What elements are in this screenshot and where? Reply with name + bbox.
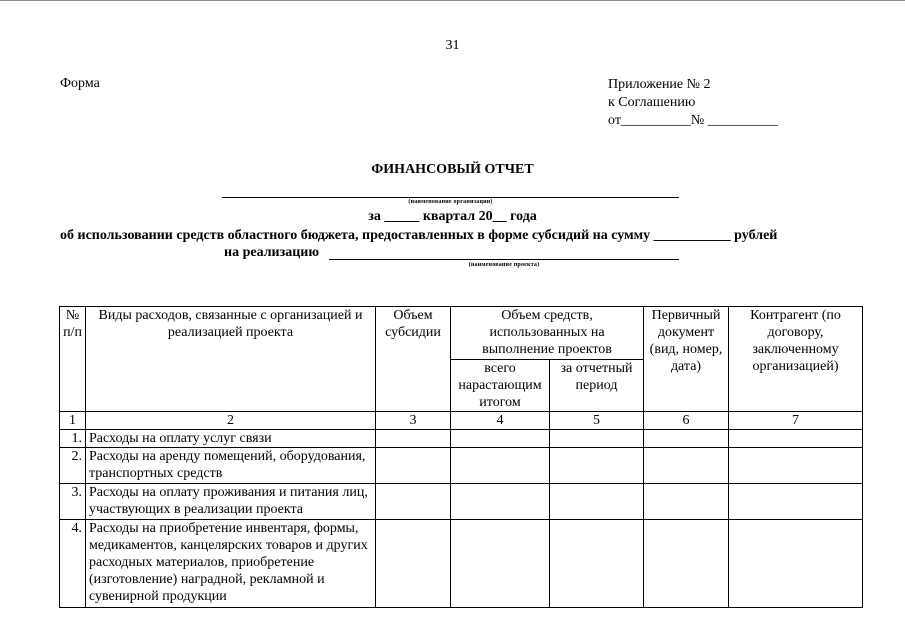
row-expense-type: Расходы на оплату проживания и питания лиц, участвующих в реализации проекта	[86, 484, 376, 520]
top-edge-line	[0, 0, 905, 1]
appendix-line-3: от__________№ __________	[608, 113, 778, 128]
cell-used-period[interactable]	[550, 430, 644, 448]
row-expense-type: Расходы на оплату услуг связи	[86, 430, 376, 448]
row-number: 3.	[60, 484, 86, 520]
col-number-5: 5	[550, 412, 644, 430]
cell-used-total[interactable]	[451, 448, 550, 484]
col-number-2: 2	[86, 412, 376, 430]
cell-document[interactable]	[644, 448, 729, 484]
period-line: за _____ квартал 20__ года	[368, 209, 537, 224]
row-expense-type: Расходы на приобретение инвентаря, формы, медикаментов, канцелярских товаров и других расходных материалов, приобретение (изготовление) наградной, рекламной и сувенирной продукции	[86, 520, 376, 608]
cell-used-period[interactable]	[550, 484, 644, 520]
cell-counterparty[interactable]	[729, 448, 863, 484]
header-used-total: всего нарастающим итогом	[451, 360, 550, 412]
header-row	[60, 307, 863, 360]
header-subsidy: Объем субсидии	[376, 307, 451, 412]
col-number-6: 6	[644, 412, 729, 430]
row-number: 1.	[60, 430, 86, 448]
table-row	[60, 430, 863, 448]
organization-caption: (наименование организации)	[408, 199, 493, 205]
cell-document[interactable]	[644, 520, 729, 608]
purpose-line: об использовании средств областного бюджета, предоставленных в форме субсидий на сумму ___________ рублей	[60, 228, 778, 243]
row-number: 4.	[60, 520, 86, 608]
form-label: Форма	[60, 76, 100, 91]
page-number: 31	[445, 38, 460, 53]
appendix-line-2: к Соглашению	[608, 95, 696, 110]
column-number-row	[60, 412, 863, 430]
cell-used-total[interactable]	[451, 484, 550, 520]
financial-report-table	[59, 306, 863, 608]
table-row	[60, 520, 863, 608]
appendix-block	[608, 76, 778, 130]
header-num: № п/п	[60, 307, 86, 412]
organization-name-line	[222, 197, 679, 198]
header-expense-types: Виды расходов, связанные с организацией и реализацией проекта	[86, 307, 376, 412]
row-number: 2.	[60, 448, 86, 484]
cell-counterparty[interactable]	[729, 430, 863, 448]
col-number-4: 4	[451, 412, 550, 430]
header-counterparty: Контрагент (по договору, заключенному организацией)	[729, 307, 863, 412]
table-row	[60, 484, 863, 520]
header-used-funds: Объем средств, использованных на выполнение проектов	[451, 307, 644, 360]
project-caption: (наименование проекта)	[468, 262, 540, 268]
table-row	[60, 448, 863, 484]
col-number-1: 1	[60, 412, 86, 430]
cell-document[interactable]	[644, 484, 729, 520]
cell-used-total[interactable]	[451, 430, 550, 448]
cell-subsidy[interactable]	[376, 484, 451, 520]
report-title: ФИНАНСОВЫЙ ОТЧЕТ	[371, 162, 534, 177]
project-name-line	[329, 259, 679, 260]
appendix-line-1: Приложение № 2	[608, 77, 711, 92]
header-used-period: за отчетный период	[550, 360, 644, 412]
row-expense-type: Расходы на аренду помещений, оборудования, транспортных средств	[86, 448, 376, 484]
cell-counterparty[interactable]	[729, 520, 863, 608]
cell-used-total[interactable]	[451, 520, 550, 608]
realization-label: на реализацию	[224, 245, 320, 260]
cell-subsidy[interactable]	[376, 520, 451, 608]
cell-counterparty[interactable]	[729, 484, 863, 520]
cell-used-period[interactable]	[550, 520, 644, 608]
header-primary-document: Первичный документ (вид, номер, дата)	[644, 307, 729, 412]
col-number-7: 7	[729, 412, 863, 430]
cell-subsidy[interactable]	[376, 430, 451, 448]
cell-used-period[interactable]	[550, 448, 644, 484]
cell-document[interactable]	[644, 430, 729, 448]
cell-subsidy[interactable]	[376, 448, 451, 484]
col-number-3: 3	[376, 412, 451, 430]
